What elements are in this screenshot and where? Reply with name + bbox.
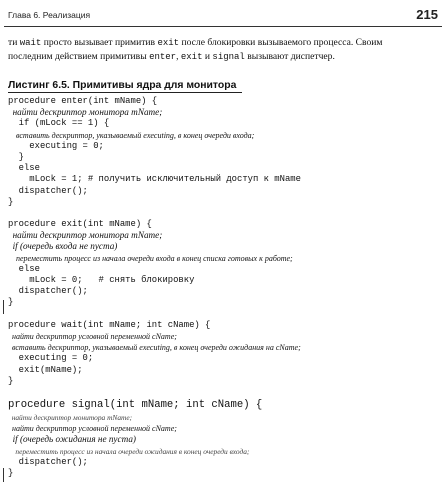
code-listing (8, 96, 442, 479)
code-line: else (8, 263, 40, 274)
header-rule (4, 26, 442, 27)
code-line: exit(mName); (8, 364, 83, 375)
intro-text: после блокировки вызываемого процесса. Своим (179, 37, 383, 48)
comment-line: переместить процесс из начала очереди ожидания в конец очереди входа; (8, 446, 250, 456)
comment-line: найти дескриптор условной переменной cName; (8, 424, 177, 434)
code-line: executing = 0; (8, 140, 104, 151)
code-exit: exit (157, 38, 180, 48)
code-line: if (mLock == 1) { (8, 118, 110, 129)
code-line: dispatcher(); (8, 185, 88, 196)
comment-line: вставить дескриптор, указываемый executing, в конец очереди входа; (8, 130, 255, 140)
code-line: else (8, 163, 40, 174)
running-header (8, 7, 438, 23)
comment-line: if (очередь ожидания не пуста) (8, 434, 136, 445)
code-line: executing = 0; (8, 353, 94, 364)
comment-line: if (очередь входа не пуста) (8, 241, 118, 252)
intro-text: , (176, 51, 181, 62)
margin-bar (3, 300, 4, 314)
comment-line: найти дескриптор условной переменной cName; (8, 331, 177, 341)
code-exit: exit (180, 52, 203, 62)
intro-paragraph (8, 36, 440, 64)
code-wait: wait (19, 38, 42, 48)
code-line: } (8, 375, 14, 386)
code-line: procedure wait(int mName; int cName) { (8, 319, 211, 330)
comment-line: найти дескриптор монитора mName; (8, 413, 133, 423)
code-line: dispatcher(); (8, 286, 88, 297)
code-enter: enter (149, 52, 177, 62)
code-line: } (8, 297, 14, 308)
page-number: 215 (416, 7, 438, 22)
code-line: procedure signal(int mName; int cName) { (8, 399, 263, 412)
margin-bar (3, 468, 4, 482)
code-signal: signal (212, 52, 245, 62)
comment-line: переместить процесс из начала очереди входа в конец списка готовых к работе; (8, 253, 293, 263)
code-line: mLock = 1; # получить исключительный доступ к mName (8, 174, 301, 185)
comment-line: найти дескриптор монитора mName; (8, 107, 163, 118)
intro-text: последним действием примитивы (8, 51, 150, 62)
comment-line: вставить дескриптор, указываемый executing, в конец очереди ожидания на cName; (8, 343, 301, 353)
code-line: } (8, 151, 24, 162)
intro-text: вызывают диспетчер. (244, 51, 335, 62)
code-line: } (8, 196, 14, 207)
code-line: procedure exit(int mName) { (8, 219, 152, 230)
code-line: mLock = 0; # снять блокировку (8, 275, 195, 285)
intro-text: просто вызывает примитив (41, 37, 158, 48)
comment-line: найти дескриптор монитора mName; (8, 230, 163, 241)
intro-text: и (202, 51, 213, 62)
chapter-title: Глава 6. Реализация (8, 10, 91, 20)
code-line: procedure enter(int mName) { (8, 96, 158, 106)
code-line: dispatcher(); (8, 456, 88, 467)
code-line: } (8, 468, 14, 478)
intro-text: ти (8, 37, 20, 48)
listing-title: Листинг 6.5. Примитивы ядра для монитора (8, 79, 242, 93)
